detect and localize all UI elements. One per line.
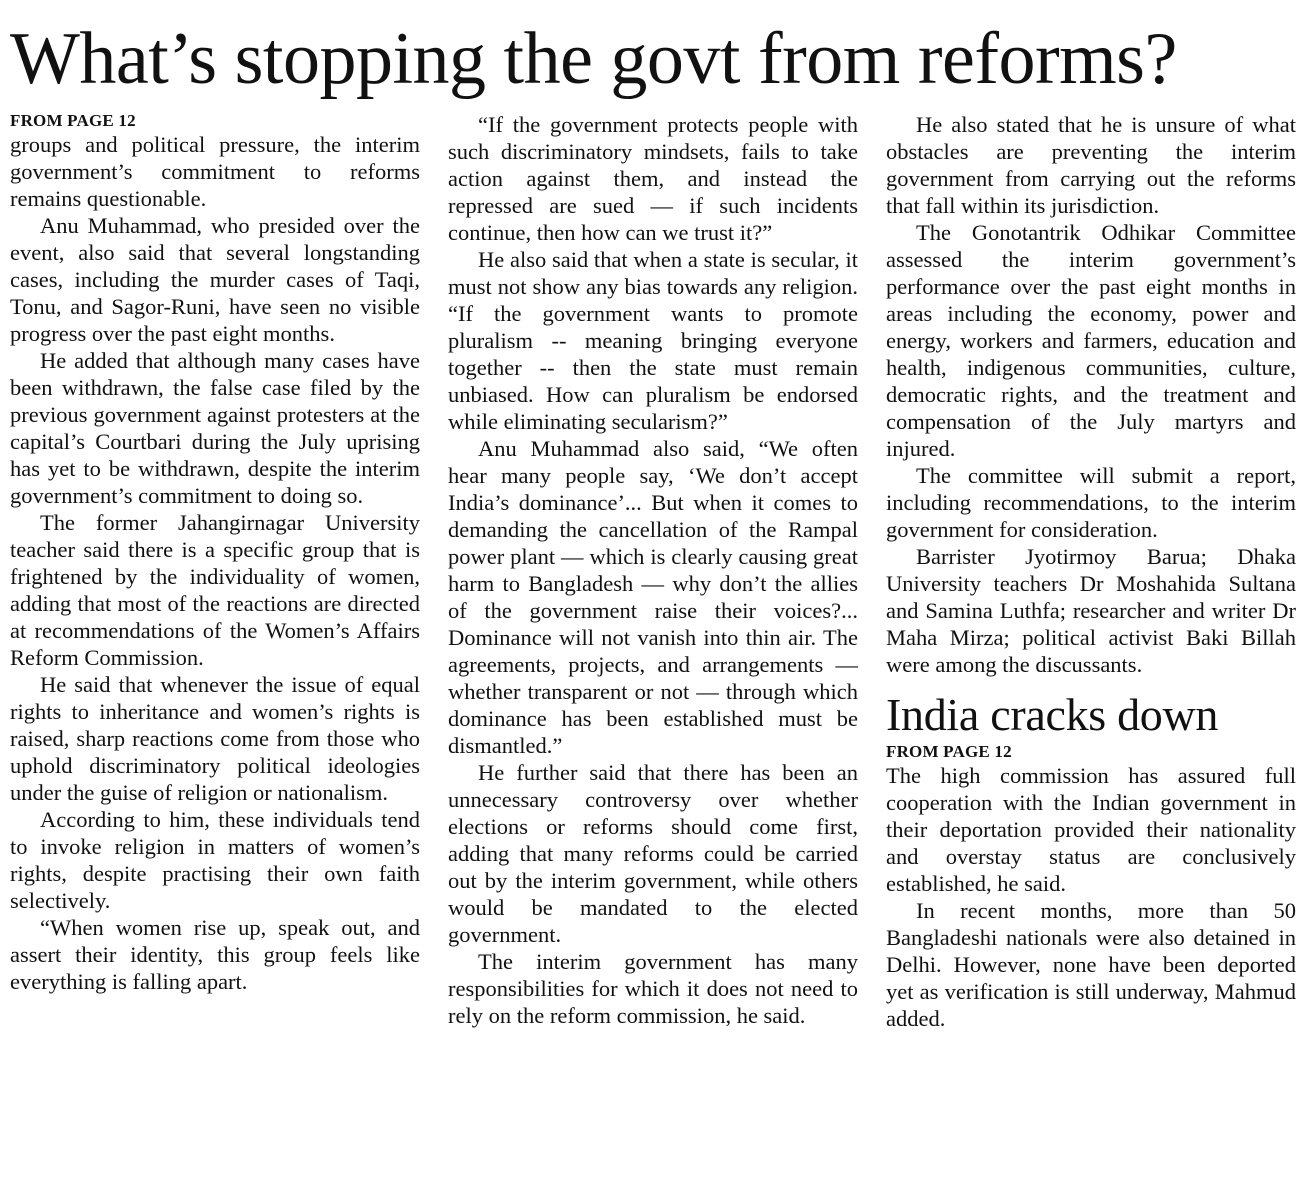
article-paragraph: Anu Muhammad also said, “We often hear many people say, ‘We don’t accept India’s dominance’... But when it comes to demanding the cancellation of the Rampal power plant — which is clearly causing great harm to Bangladesh — why don’t the allies of the government raise their voices?... Dominance will not vanish into thin air. The agreements, projects, and arrangements — whether transparent or not — through which dominance has been established must be dismantled.”	[448, 436, 858, 758]
page-headline: What’s stopping the govt from reforms?	[10, 18, 1177, 100]
article-columns	[10, 111, 1296, 1179]
article-paragraph: The committee will submit a report, including recommendations, to the interim government for consideration.	[886, 463, 1296, 542]
article-paragraph: He added that although many cases have been withdrawn, the false case filed by the previous government against protesters at the capital’s Courtbari during the July uprising has yet to be withdrawn, despite the interim government’s commitment to doing so.	[10, 348, 420, 508]
article-paragraph: He said that whenever the issue of equal rights to inheritance and women’s rights is raised, sharp reactions come from those who uphold discriminatory political ideologies under the guise of religion or nationalism.	[10, 672, 420, 805]
article-paragraph: groups and political pressure, the interim government’s commitment to reforms remains questionable.	[10, 132, 420, 211]
continued-from-label: FROM PAGE 12	[10, 111, 136, 130]
article-paragraph: “If the government protects people with such discriminatory mindsets, fails to take action against them, and instead the repressed are sued — if such incidents continue, then how can we trust it?”	[448, 112, 858, 245]
article-paragraph: The interim government has many responsibilities for which it does not need to rely on the reform commission, he said.	[448, 949, 858, 1028]
article-column-1	[10, 111, 420, 995]
second-story-headline: India cracks down	[886, 689, 1219, 740]
article-paragraph: He further said that there has been an unnecessary controversy over whether elections or reforms should come first, adding that many reforms could be carried out by the interim government, while others would be mandated to the elected government.	[448, 760, 858, 947]
article-paragraph: “When women rise up, speak out, and assert their identity, this group feels like everything is falling apart.	[10, 915, 420, 994]
article-paragraph: Anu Muhammad, who presided over the event, also said that several longstanding cases, including the murder cases of Taqi, Tonu, and Sagor-Runi, have seen no visible progress over the past eight months.	[10, 213, 420, 346]
second-story-continued-label: FROM PAGE 12	[886, 742, 1012, 761]
second-story-paragraph: The high commission has assured full cooperation with the Indian government in their deportation provided their nationality and overstay status are conclusively established, he said.	[886, 763, 1296, 896]
second-story-paragraph: In recent months, more than 50 Bangladeshi nationals were also detained in Delhi. However, none have been deported yet as verification is still underway, Mahmud added.	[886, 898, 1296, 1031]
article-column-3	[886, 111, 1296, 1032]
second-story	[886, 688, 1296, 1032]
article-column-2	[448, 111, 858, 1029]
article-paragraph: The Gonotantrik Odhikar Committee assessed the interim government’s performance over the past eight months in areas including the economy, power and energy, workers and farmers, education and health, indigenous communities, culture, democratic rights, and the treatment and compensation of the July martyrs and injured.	[886, 220, 1296, 461]
article-paragraph: The former Jahangirnagar University teacher said there is a specific group that is frightened by the individuality of women, adding that most of the reactions are directed at recommendations of the Women’s Affairs Reform Commission.	[10, 510, 420, 670]
article-paragraph: Barrister Jyotirmoy Barua; Dhaka University teachers Dr Moshahida Sultana and Samina Luthfa; researcher and writer Dr Maha Mirza; political activist Baki Billah were among the discussants.	[886, 544, 1296, 677]
article-paragraph: He also said that when a state is secular, it must not show any bias towards any religion. “If the government wants to promote pluralism -- meaning bringing everyone together -- then the state must remain unbiased. How can pluralism be endorsed while eliminating secularism?”	[448, 247, 858, 434]
article-paragraph: He also stated that he is unsure of what obstacles are preventing the interim government from carrying out the reforms that fall within its jurisdiction.	[886, 112, 1296, 218]
article-paragraph: According to him, these individuals tend to invoke religion in matters of women’s rights, despite practising their own faith selectively.	[10, 807, 420, 913]
